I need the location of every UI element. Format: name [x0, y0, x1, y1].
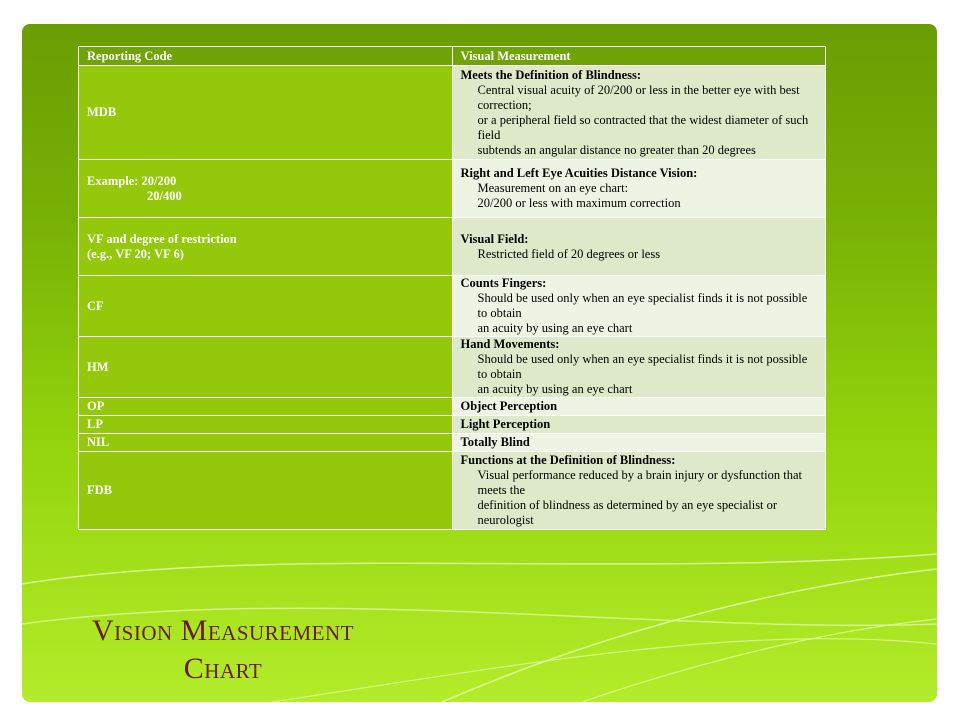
reporting-code: FDB [87, 483, 112, 497]
visual-measurement-cell [452, 398, 826, 416]
measurement-heading: Totally Blind [460, 435, 530, 449]
reporting-code: MDB [87, 105, 117, 119]
table-row [79, 398, 826, 416]
visual-measurement-cell [452, 416, 826, 434]
visual-measurement-cell [452, 66, 826, 160]
measurement-heading: Light Perception [460, 417, 551, 431]
measurement-heading: Visual Field: [460, 231, 529, 246]
reporting-code: VF and degree of restriction [87, 231, 237, 246]
measurement-heading: Meets the Definition of Blindness: [460, 67, 642, 82]
reporting-code: OP [87, 399, 105, 413]
measurement-description-line: subtends an angular distance no greater than 20 degrees [477, 142, 756, 157]
measurement-description-line: an acuity by using an eye chart [477, 382, 633, 396]
visual-measurement-cell [452, 218, 826, 276]
table-body [79, 66, 826, 530]
visual-measurement-cell [452, 160, 826, 218]
visual-measurement-cell [452, 434, 826, 452]
measurement-description-line: Central visual acuity of 20/200 or less in the better eye with best correction; [477, 82, 800, 112]
reporting-code-cell [79, 218, 453, 276]
reporting-code-cell [79, 160, 453, 218]
table-header-row [79, 47, 826, 66]
vision-measurement-table [78, 46, 826, 530]
reporting-code-line2: 20/400 [147, 188, 182, 203]
header-visual-measurement: Visual Measurement [452, 47, 826, 66]
table-row [79, 434, 826, 452]
reporting-code-line2: (e.g., VF 20; VF 6) [87, 246, 184, 261]
table-row [79, 416, 826, 434]
reporting-code: LP [87, 417, 103, 431]
measurement-description-line: definition of blindness as determined by an eye specialist or neurologist [477, 498, 778, 527]
measurement-description-line: Restricted field of 20 degrees or less [477, 246, 661, 261]
reporting-code: NIL [87, 435, 110, 449]
reporting-code: CF [87, 298, 104, 313]
reporting-code: HM [87, 359, 109, 374]
measurement-description-line: or a peripheral field so contracted that the widest diameter of such field [477, 112, 809, 142]
reporting-code-cell [79, 416, 453, 434]
table-row [79, 337, 826, 398]
visual-measurement-cell [452, 452, 826, 530]
reporting-code-cell [79, 398, 453, 416]
table-row [79, 452, 826, 530]
reporting-code-cell [79, 66, 453, 160]
measurement-description-line: Visual performance reduced by a brain injury or dysfunction that meets the [477, 468, 802, 497]
measurement-description-line: Should be used only when an eye specialist finds it is not possible to obtain [477, 352, 808, 381]
reporting-code-cell [79, 337, 453, 398]
table-row [79, 160, 826, 218]
measurement-heading: Object Perception [460, 399, 558, 413]
header-reporting-code: Reporting Code [79, 47, 453, 66]
reporting-code-cell [79, 452, 453, 530]
measurement-heading: Functions at the Definition of Blindness: [460, 453, 676, 467]
visual-measurement-cell [452, 337, 826, 398]
measurement-heading: Counts Fingers: [460, 276, 547, 290]
measurement-heading: Right and Left Eye Acuities Distance Vision: [460, 166, 698, 180]
reporting-code-cell [79, 434, 453, 452]
table-row [79, 66, 826, 160]
measurement-description-line: an acuity by using an eye chart [477, 321, 633, 335]
measurement-description-line: 20/200 or less with maximum correction [477, 196, 681, 210]
measurement-description-line: Measurement on an eye chart: [477, 181, 629, 195]
slide-title: Vision Measurement Chart [91, 614, 354, 685]
reporting-code-cell [79, 276, 453, 337]
measurement-heading: Hand Movements: [460, 337, 560, 351]
table-row [79, 276, 826, 337]
reporting-code: Example: 20/200 [87, 173, 177, 188]
table-row [79, 218, 826, 276]
visual-measurement-cell [452, 276, 826, 337]
measurement-description-line: Should be used only when an eye specialist finds it is not possible to obtain [477, 291, 808, 320]
